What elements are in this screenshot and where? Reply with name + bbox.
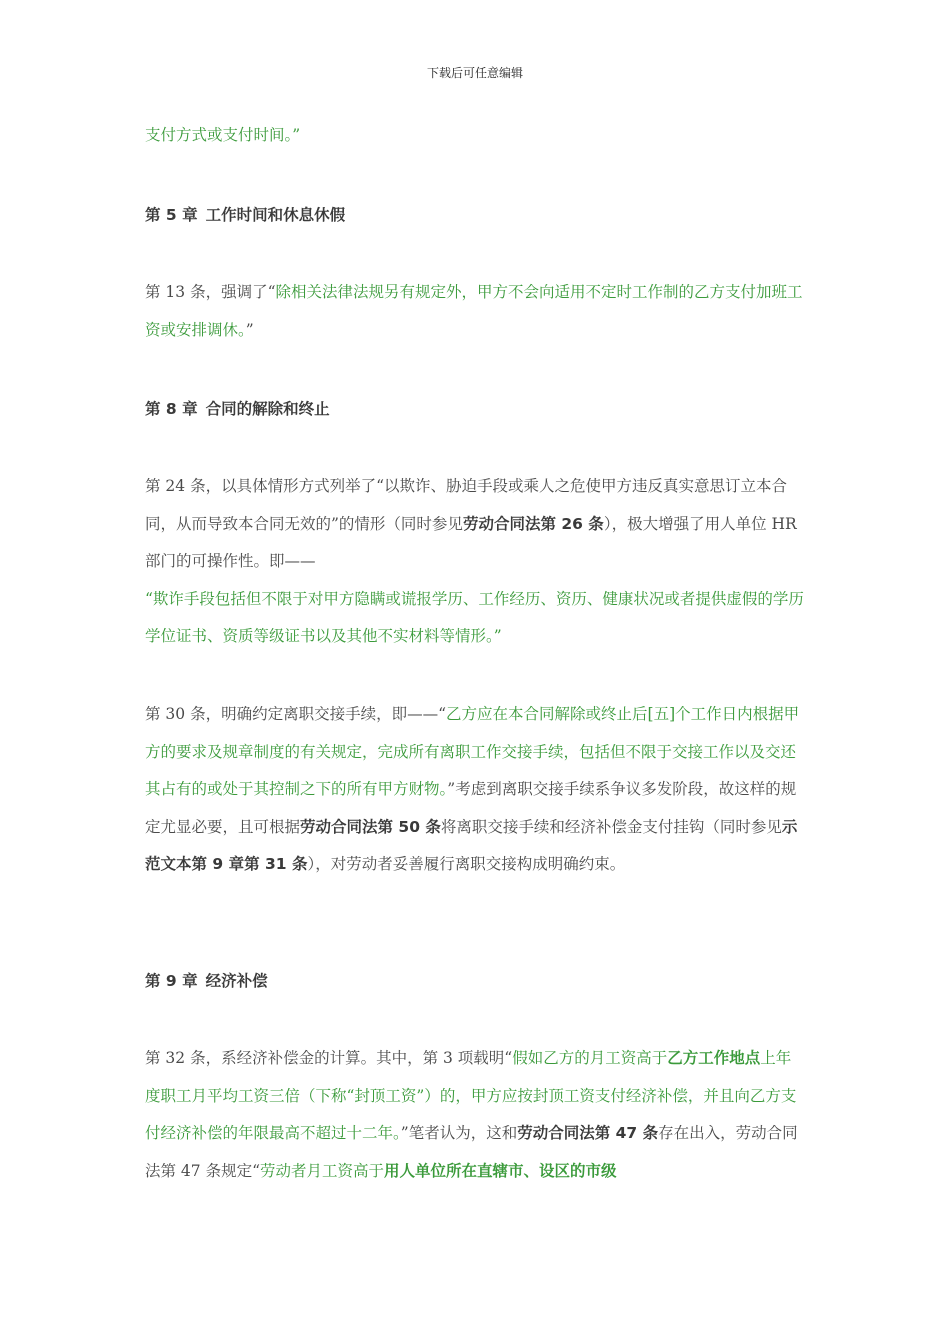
article-24-tail: ），极大增强了用人单位 HR 部门的可操作性。即—— [145, 514, 797, 570]
chapter-9-title: 经济补偿 [205, 972, 268, 990]
article-32-paragraph [145, 1040, 805, 1190]
chapter-5-title: 工作时间和休息休假 [205, 206, 346, 224]
chapter-8-title: 合同的解除和终止 [205, 400, 330, 418]
chapter-5-heading [145, 204, 345, 226]
article-13-lead: 第 13 条，强调了“ [145, 283, 276, 301]
article-24-lead: 第 24 条，以具体情形方式列举了“以欺诈、胁迫手段或乘人之危使甲方违反真实意思订立本合同，从而导致本合同无效的”的情形（同时参见 [145, 477, 788, 533]
article-32-quote-2: 上年度职工月平均工资三倍（下称“封顶工资”）的，甲方应按封顶工资支付经济补偿，并且向乙方支付经济补偿的年限最高不超过十二年。 [145, 1049, 797, 1142]
article-24-paragraph [145, 468, 805, 656]
article-32-quote-3: 劳动者月工资高于 [260, 1161, 385, 1180]
article-32-mid-2: 存在出入，劳动合同法第 47 条规定“ [145, 1124, 798, 1180]
article-32-quote-bold-1: 乙方工作地点 [667, 1049, 761, 1067]
article-24-quote-end: ” [493, 627, 502, 645]
chapter-9-heading [145, 970, 268, 992]
article-30-ref-1: 劳动合同法第 50 条 [300, 817, 441, 836]
article-32-quote-bold-2: 用人单位所在直辖市、设区的市级 [384, 1161, 617, 1180]
chapter-5-label: 第 5 章 [145, 206, 198, 224]
article-30-paragraph [145, 696, 805, 884]
article-13-quote: 除相关法律法规另有规定外，甲方不会向适用不定时工作制的乙方支付加班工资或安排调休。 [145, 283, 803, 339]
article-13-paragraph [145, 274, 805, 349]
article-30-mid-2: 将离职交接手续和经济补偿金支付挂钩（同时参见 [440, 817, 782, 836]
article-30-lead: 第 30 条，明确约定离职交接手续，即——“ [145, 705, 447, 723]
chapter-8-heading [145, 398, 330, 420]
article-13-tail: ” [245, 320, 254, 339]
intro-quote: 支付方式或支付时间。” [145, 126, 301, 144]
article-30-mid: ”考虑到离职交接手续系争议多发阶段，故这样的规定尤显必要，且可根据 [145, 780, 797, 836]
article-32-quote-1: 假如乙方的月工资高于 [512, 1049, 668, 1067]
article-30-quote: 乙方应在本合同解除或终止后[五]个工作日内根据甲方的要求及规章制度的有关规定，完成所有离职工作交接手续，包括但不限于交接工作以及交还其占有的或处于其控制之下的所有甲方财物。 [145, 705, 800, 798]
chapter-8-label: 第 8 章 [145, 400, 198, 418]
article-32-mid: ”笔者认为，这和 [400, 1124, 518, 1142]
intro-paragraph [145, 117, 805, 155]
page-header: 下载后可任意编辑 [426, 66, 523, 80]
chapter-9-label: 第 9 章 [145, 972, 198, 990]
article-32-ref: 劳动合同法第 47 条 [517, 1124, 659, 1142]
article-24-ref: 劳动合同法第 26 条 [462, 514, 604, 533]
article-30-tail: ），对劳动者妥善履行离职交接构成明确约束。 [307, 855, 626, 873]
article-24-quote: “欺诈手段包括但不限于对甲方隐瞒或谎报学历、工作经历、资历、健康状况或者提供虚假的学历学位证书、资质等级证书以及其他不实材料等情形。 [145, 589, 804, 645]
article-30-ref-2: 示范文本第 9 章第 31 条 [145, 817, 798, 873]
article-32-lead: 第 32 条，系经济补偿金的计算。其中，第 3 项载明“ [145, 1049, 513, 1067]
